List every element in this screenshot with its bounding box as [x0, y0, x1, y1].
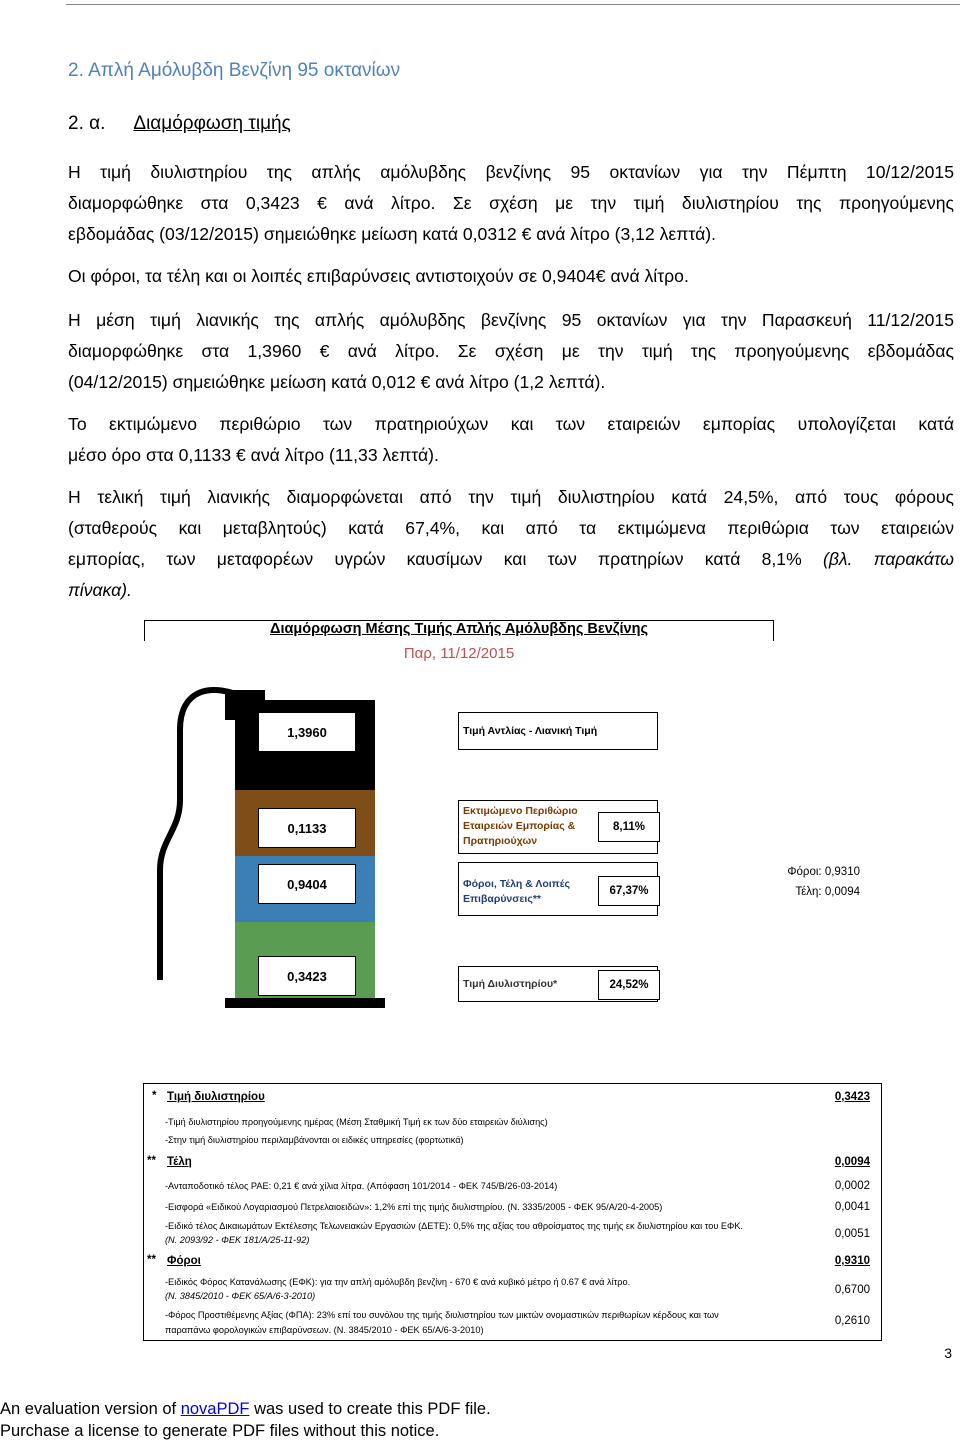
refinery-value: 0,3423: [258, 956, 356, 996]
paragraph-1-line-3: εβδομάδας (03/12/2015) σημειώθηκε μείωση κατά 0,0312 € ανά λίτρο (3,12 λεπτά).: [68, 224, 717, 244]
paragraph-4-line-1: Το εκτιμώμενο περιθώριο των πρατηριούχων και των εταιρειών εμπορίας υπολογίζεται κατά: [68, 414, 954, 434]
paragraph-5-line-3-text: εμπορίας, των μεταφορέων υγρών καυσίμων και των πρατηρίων κατά 8,1%: [68, 549, 802, 569]
subsection-title: Διαμόρφωση τιμής: [133, 113, 291, 134]
note-fees-line-b-value: 0,0041: [834, 1201, 870, 1213]
paragraph-5-line-3: [68, 544, 954, 574]
note-fees-line-a-value: 0,0002: [834, 1180, 870, 1192]
note-refinery-line-a: -Τιμή διυλιστηρίου προηγούμενης ημέρας (Μέση Σταθμική Τιμή εκ των δύο εταιρειών διύλισης): [165, 1117, 548, 1127]
retail-price-label: Τιμή Αντλίας - Λιανική Τιμή: [458, 712, 658, 750]
paragraph-3-line-3: (04/12/2015) σημειώθηκε μείωση κατά 0,012 € ανά λίτρο (1,2 λεπτά).: [68, 372, 606, 392]
side-taxes-value: 0,9310: [824, 866, 860, 878]
note-refinery-line-b: -Στην τιμή διυλιστηρίου περιλαμβάνονται οι ειδικές υπηρεσίες (φορτωτικά): [165, 1135, 464, 1145]
side-taxes: [760, 866, 860, 878]
refinery-label: Τιμή Διυλιστηρίου*: [458, 966, 658, 1002]
note-taxes-mark: **: [147, 1254, 156, 1266]
note-fees-value: 0,0094: [834, 1156, 870, 1168]
eval-text-pre: An evaluation version of: [0, 1400, 181, 1418]
note-fees-mark: **: [147, 1155, 156, 1167]
note-taxes-line-a-value: 0,6700: [834, 1284, 870, 1296]
taxes-value: 0,9404: [258, 864, 356, 904]
paragraph-5-line-4: [68, 575, 954, 605]
figure-title: Διαμόρφωση Μέσης Τιμής Απλής Αμόλυβδης Βενζίνης: [270, 621, 648, 637]
note-fees-line-b: -Εισφορά «Ειδικού Λογαριασμού Πετρελαιοειδών»: 1,2% επί της τιμής διυλιστηρίου. (Ν. 3335/2005 - ΦΕΚ 95/Α/20-4-2005): [165, 1202, 663, 1212]
note-taxes-line-b2: παραπάνω φορολογικών επιβαρύνσεων. (Ν. 3845/2010 - ΦΕΚ 65/Α/6-3-2010): [165, 1325, 484, 1335]
evaluation-notice-line-1: [0, 1400, 491, 1419]
page-number: 3: [944, 1345, 952, 1361]
subsection-number: 2. α.: [68, 113, 106, 134]
novapdf-link[interactable]: novaPDF: [180, 1400, 250, 1418]
side-fees-label: Τέλη:: [795, 886, 822, 898]
top-rule: [66, 4, 960, 5]
paragraph-1-line-2: διαμορφώθηκε στα 0,3423 € ανά λίτρο. Σε σχέση με την τιμή διυλιστηρίου της προηγούμενης: [68, 193, 954, 213]
note-refinery-value: 0,3423: [834, 1091, 870, 1103]
paragraph-5-line-2: (σταθερούς και μεταβλητούς) κατά 67,4%, και από τα εκτιμώμενα περιθώρια των εταιρειών: [68, 518, 954, 538]
note-taxes-label: Φόροι: [167, 1255, 201, 1267]
note-taxes-line-b1: -Φόρος Προστιθέμενης Αξίας (ΦΠΑ): 23% επί του συνόλου της τιμής διυλιστηρίου των μικτών ονομαστικών περιθωρίων κέρδους και των: [165, 1310, 719, 1320]
note-taxes-line-a1: -Ειδικός Φόρος Κατανάλωσης (ΕΦΚ): για την απλή αμόλυβδη βενζίνη - 670 € ανά κυβικό μέτρο ή 0.67 € ανά λίτρο.: [165, 1277, 631, 1287]
margin-label: Εκτιμώμενο Περιθώριο Εταιρειών Εμπορίας & Πρατηριούχων: [458, 800, 658, 854]
note-taxes-line-b-value: 0,2610: [834, 1315, 870, 1327]
note-refinery-label: Τιμή διυλιστηρίου: [167, 1091, 265, 1103]
side-fees-value: 0,0094: [824, 886, 860, 898]
note-taxes-line-a2: (Ν. 3845/2010 - ΦΕΚ 65/Α/6-3-2010): [165, 1291, 316, 1301]
paragraph-5-line-3-italic: (βλ. παρακάτω: [822, 549, 955, 569]
note-fees-line-c2: (Ν. 2093/92 - ΦΕΚ 181/Α/25-11-92): [165, 1235, 310, 1245]
paragraph-3-line-1: Η μέση τιμή λιανικής της απλής αμόλυβδης βενζίνης 95 οκτανίων για την Παρασκευή 11/12/2015: [68, 310, 954, 330]
paragraph-5-line-4-italic: πίνακα).: [68, 580, 132, 600]
note-fees-line-c1: -Ειδικό τέλος Δικαιωμάτων Εκτέλεσης Τελωνειακών Εργασιών (ΔΕΤΕ): 0,5% της αξίας του αθροίσματος της τιμής εκ διυλιστηρίου και του ΕΦΚ.: [165, 1221, 744, 1231]
taxes-label: Φόροι, Τέλη & Λοιπές Επιβαρύνσεις**: [458, 862, 658, 916]
paragraph-4-line-2: μέσο όρο στα 0,1133 € ανά λίτρο (11,33 λεπτά).: [68, 445, 439, 465]
note-refinery-mark: *: [152, 1090, 157, 1102]
margin-value: 0,1133: [258, 808, 356, 848]
paragraph-2: Οι φόροι, τα τέλη και οι λοιπές επιβαρύνσεις αντιστοιχούν σε 0,9404€ ανά λίτρο.: [68, 266, 689, 286]
side-fees: [760, 886, 860, 898]
note-taxes-value: 0,9310: [834, 1255, 870, 1267]
note-fees-label: Τέλη: [167, 1156, 192, 1168]
eval-text-post: was used to create this PDF file.: [249, 1400, 491, 1418]
subsection-heading: [68, 113, 291, 135]
paragraph-3-line-2: διαμορφώθηκε στα 1,3960 € ανά λίτρο. Σε σχέση με την τιμή της προηγούμενης εβδομάδας: [68, 341, 954, 361]
margin-percent: 8,11%: [598, 812, 660, 842]
note-fees-line-c-value: 0,0051: [834, 1228, 870, 1240]
section-heading: 2. Απλή Αμόλυβδη Βενζίνη 95 οκτανίων: [68, 60, 401, 81]
paragraph-1-line-1: Η τιμή διυλιστηρίου της απλής αμόλυβδης βενζίνης 95 οκτανίων για την Πέμπτη 10/12/2015: [68, 162, 954, 182]
taxes-percent: 67,37%: [598, 876, 660, 906]
figure-subtitle: Παρ, 11/12/2015: [403, 645, 515, 662]
side-taxes-label: Φόροι:: [787, 866, 822, 878]
retail-price-value: 1,3960: [258, 712, 356, 752]
evaluation-notice-line-2: Purchase a license to generate PDF files without this notice.: [0, 1422, 440, 1440]
refinery-percent: 24,52%: [598, 970, 660, 1000]
paragraph-5-line-1: Η τελική τιμή λιανικής διαμορφώνεται από την τιμή διυλιστηρίου κατά 24,5%, από τους φόρους: [68, 487, 954, 507]
pump-base: [225, 998, 385, 1008]
note-fees-line-a: -Ανταποδοτικό τέλος ΡΑΕ: 0,21 € ανά χίλια λίτρα. (Απόφαση 101/2014 - ΦΕΚ 745/Β/26-03-2014): [165, 1181, 558, 1191]
